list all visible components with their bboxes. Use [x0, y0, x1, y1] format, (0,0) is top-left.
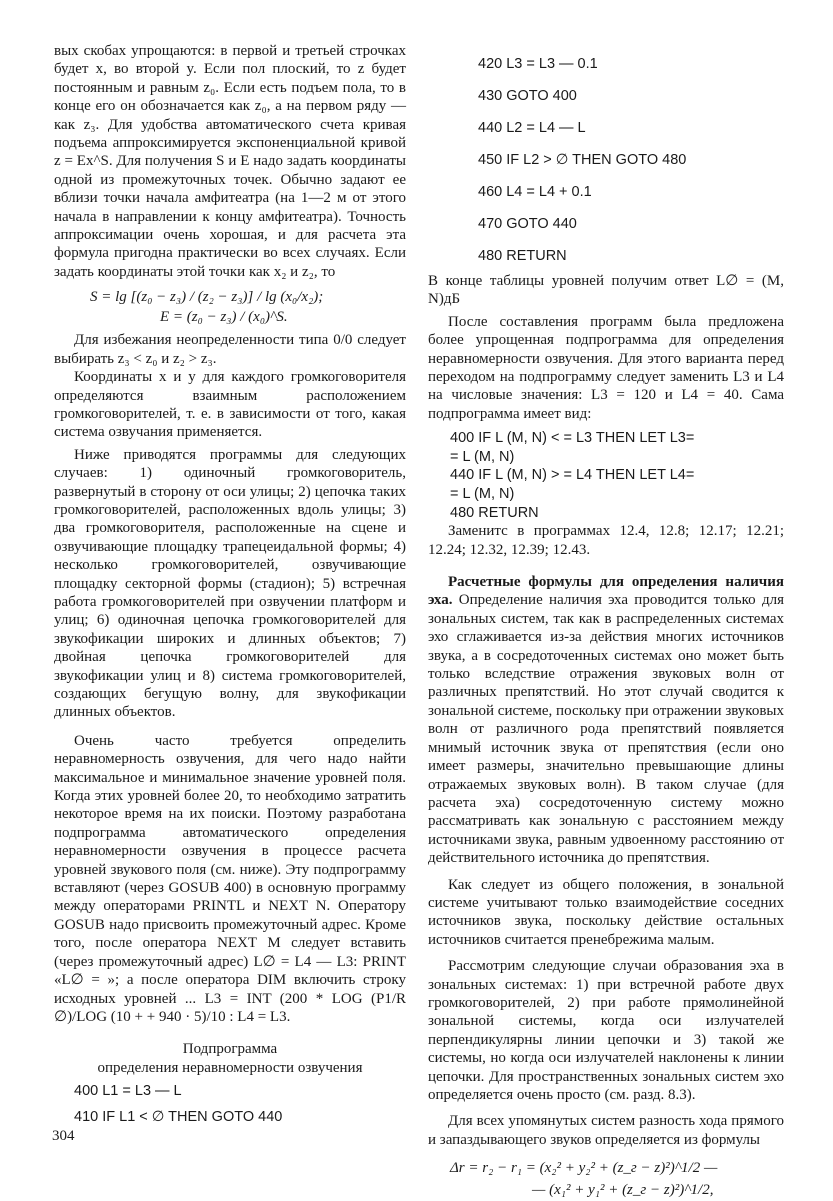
code-line: 450 IF L2 > ∅ THEN GOTO 480	[478, 152, 687, 168]
code-block	[428, 48, 784, 272]
code-line: 440 L2 = L4 — L	[478, 120, 586, 136]
code-line: 480 RETURN	[478, 248, 567, 264]
code-line: 470 GOTO 440	[478, 216, 577, 232]
code-line: 400 L1 = L3 — L	[74, 1083, 182, 1100]
code-line: = L (M, N)	[450, 448, 515, 465]
paragraph: Очень часто требуется определить неравномерность озвучения, для чего надо найти максимальное и минимальное значение уровней поля. Когда этих уровней более 20, то необходимо затратить некоторое время на их поиски. Поэтому разработана подпрограмма автоматического определения неравномерности озвучения в процессе расчета уровней звукового поля (см. ниже). Эту подпрограмму вставляют (через GOSUB 400) в основную программу между операторами PRINTL и NEXT N. Оператору GOSUB надо присвоить промежуточный адрес. Кроме того, после оператора NEXT M следует вставить (через промежуточный адрес) L∅ = L4 — L3: PRINT «L∅ = »; а после оператора DIM включить строку исходных уровней ... L3 = INT (200 * LOG (P1/R ∅)/LOG (10 + + 940 · 5)/10 : L4 = L3.	[54, 732, 406, 1025]
paragraph: Ниже приводятся программы для следующих случаев: 1) одиночный громкоговоритель, развернутый в сторону от оси улицы; 2) цепочка таких громкоговорителей, расположенных вдоль улицы; 3) два громкоговорителя, расположенные на сцене и озвучивающие площадку трапецеидальной формы; 4) несколько громкоговорителей, озвучивающие площадку секторной формы (стадион); 5) встречная работа громкоговорителей при озвучении платформ и улиц; 6) одиночная цепочка громкоговорителей для звукофикации широких и длинных объектов; 7) двойная цепочка громкоговорителей для звукофикации улиц и 8) система громкоговорителей, создающих бегущую волну, для звукофикации длинных объектов.	[54, 446, 406, 721]
code-line: 410 IF L1 < ∅ THEN GOTO 440	[74, 1109, 283, 1126]
formula-s: S = lg [(z₀ − z₃) / (z₂ − z₃)] / lg (x₀/x₂);	[90, 289, 324, 306]
paragraph: Для всех упомянутых систем разность хода прямого и запаздывающего звуков определяется из формулы	[428, 1113, 784, 1148]
page-number: 304	[52, 1128, 75, 1144]
formula-e: E = (z₀ − z₃) / (x₀)^S.	[160, 309, 288, 326]
code-block	[428, 429, 784, 522]
paragraph: Как следует из общего положения, в зональной системе учитывают только взаимодействие соседних источников звука, поскольку действие остальных источников считается пренебрежима малым.	[428, 876, 784, 948]
paragraph: вых скобах упрощаются: в первой и третьей строчках будет x, во второй y. Если пол плоский, то z будет постоянным и равным z₀. Если есть подъем пола, то в конце его он обозначается как z₀, а на первом ряду — как z₃. Для удобства автоматического счета кривая подъема аппроксимируется экспоненциальной кривой z = Ex^S. Для получения S и E надо задать координаты одной из промежуточных точек. Обычно задают ее вблизи точки начала амфитеатра (на 1—2 м от этого начала в направлении к концу амфитеатра). Точность аппроксимации очень хорошая, и для расчета эта формула пригодна практически во всех случаях. Если задать координаты этой точки как x₂ и z₂, то	[54, 43, 406, 280]
subprogram-title: Подпрограмма	[182, 1041, 278, 1058]
paragraph: Определение наличия эха проводится только для зональных систем, так как в распределенных системах эхо сглаживается из-за действия многих источников звука, а в сосредоточенных системах оно может быть только вследствие отражения звуковых волн от различных препятствий. Но этот случай сводится к зональной системе, поскольку при отражении звуковых волн от различного рода препятствий появляется мнимый источник звука от препятствия (если оно имеет размеры, значительно превышающие длины отражаемых звуковых волн). В таком случае (для расчета эха) сосредоточенную систему можно рассматривать как зональную с расстоянием между источниками звука, равным удвоенному расстоянию от действительного источника до препятствия.	[428, 592, 784, 867]
paragraph: В конце таблицы уровней получим ответ L∅ = (M, N)дБ	[428, 273, 784, 308]
code-line: 420 L3 = L3 — 0.1	[478, 56, 598, 72]
code-line: 400 IF L (M, N) < = L3 THEN LET L3=	[450, 430, 695, 447]
code-line: = L (M, N)	[450, 486, 515, 503]
equation-line: — (x₁² + y₁² + (z_г − z)²)^1/2,	[532, 1182, 714, 1199]
paragraph: Координаты x и y для каждого громкоговорителя определяются взаимным расположением громкоговорителей, т. е. в зависимости от того, какая система озвучания применяется.	[54, 369, 406, 441]
code-line: 480 RETURN	[450, 504, 539, 521]
right-column	[428, 42, 784, 1201]
code-line: 440 IF L (M, N) > = L4 THEN LET L4=	[450, 467, 695, 484]
subprogram-subtitle: определения неравномерности озвучения	[97, 1060, 363, 1077]
code-line: 460 L4 = L4 + 0.1	[478, 184, 592, 200]
section-heading: Расчетные формулы для определения наличия эха.	[428, 574, 784, 609]
code-line: 430 GOTO 400	[478, 88, 577, 104]
left-column	[54, 42, 406, 1130]
paragraph: Заменитс в программах 12.4, 12.8; 12.17; 12.21; 12.24; 12.32, 12.39; 12.43.	[428, 523, 784, 558]
paragraph: Рассмотрим следующие случаи образования эха в зональных системах: 1) при встречной работе двух громкоговорителей, 2) при работе прямолинейной зональной системы, когда оси излучателей перпендикулярны линии цепочки и 3) такой же системы, но когда оси излучателей наклонены к линии цепочки. Для пространственных зональных систем эхо определяется очень просто (см. разд. 8.3).	[428, 958, 784, 1103]
code-block	[54, 1078, 406, 1130]
section	[428, 573, 784, 868]
paragraph: После составления программ была предложена более упрощенная подпрограмма для определения неравномерности озвучения. Для этого варианта перед переходом на подпрограмму следует заменить L3 и L4 на числовые значения: L3 = 120 и L4 = 40. Сама подпрограмма имеет вид:	[428, 313, 784, 422]
paragraph: Для избежания неопределенности типа 0/0 следует выбирать z₃ < z₀ и z₂ > z₃.	[54, 332, 406, 367]
equation-line: Δr = r₂ − r₁ = (x₂² + y₂² + (z_г − z)²)^1/2 —	[450, 1160, 718, 1177]
